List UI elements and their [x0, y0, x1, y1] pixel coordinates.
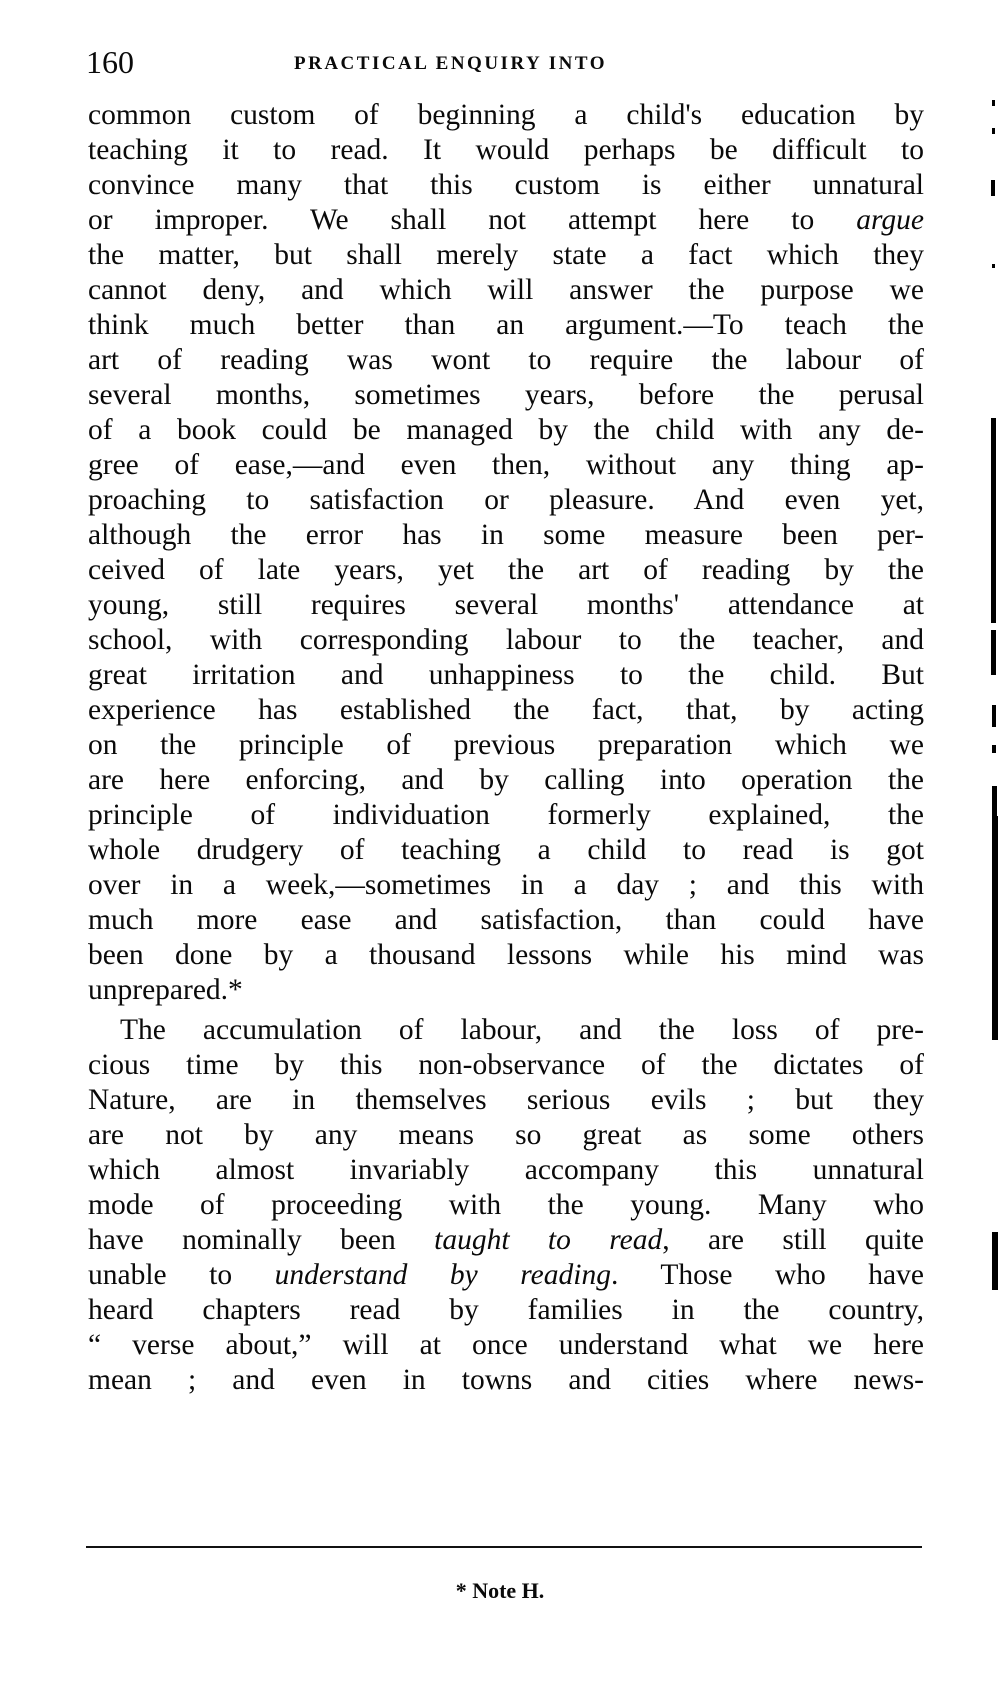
text-line: whole drudgery of teaching a child to read is got	[88, 834, 924, 866]
text-line: school, with corresponding labour to the teacher, and	[88, 624, 924, 656]
text-line: unprepared.*	[88, 974, 243, 1006]
text-line: Nature, are in themselves serious evils ; but they	[88, 1084, 924, 1116]
text-line: young, still requires several months' attendance at	[88, 589, 924, 621]
running-head	[86, 42, 906, 82]
page-edge-mark	[991, 180, 995, 196]
footnote-rule	[86, 1546, 922, 1548]
text-line: which almost invariably accompany this unnatural	[88, 1154, 924, 1186]
text-line: of a book could be managed by the child with any de-	[88, 414, 924, 446]
page-edge-mark	[992, 1232, 998, 1290]
text-line: “ verse about,” will at once understand what we here	[88, 1329, 924, 1361]
text-line: great irritation and unhappiness to the child. But	[88, 659, 924, 691]
text-line: The accumulation of labour, and the loss of pre-	[120, 1014, 924, 1046]
page-edge-mark	[992, 264, 995, 268]
text-line: the matter, but shall merely state a fact which they	[88, 239, 924, 271]
page-edge-mark	[992, 816, 998, 1040]
footnote: * Note H.	[455, 1578, 545, 1603]
text-span: , are still quite	[662, 1224, 924, 1256]
text-line: cious time by this non-observance of the dictates of	[88, 1049, 924, 1081]
text-line: several months, sometimes years, before the perusal	[88, 379, 924, 411]
running-head-title: PRACTICAL ENQUIRY INTO	[294, 53, 607, 74]
page-edge-mark	[992, 786, 997, 816]
text-line: principle of individuation formerly explained, the	[88, 799, 924, 831]
paragraph-2	[88, 1013, 924, 1398]
page-edge-mark	[992, 705, 996, 727]
body-text	[88, 98, 924, 1398]
page-edge-mark	[992, 100, 995, 106]
text-line: ceived of late years, yet the art of reading by the	[88, 554, 924, 586]
italic-phrase: taught to read	[434, 1224, 663, 1256]
text-line: proaching to satisfaction or pleasure. And even yet,	[88, 484, 924, 516]
page-edge-mark	[992, 745, 996, 753]
page-number: 160	[86, 44, 134, 80]
italic-word: argue	[856, 204, 924, 236]
text-line: mode of proceeding with the young. Many who	[88, 1189, 924, 1221]
text-line: art of reading was wont to require the labour of	[88, 344, 924, 376]
text-line: convince many that this custom is either unnatural	[88, 169, 924, 201]
italic-phrase: understand by reading	[274, 1259, 611, 1291]
text-line: on the principle of previous preparation which we	[88, 729, 924, 761]
text-line: gree of ease,—and even then, without any thing ap-	[88, 449, 924, 481]
text-line: teaching it to read. It would perhaps be difficult to	[88, 134, 924, 166]
text-span: . Those who have	[610, 1259, 924, 1291]
paragraph-1	[88, 98, 924, 1008]
text-line: been done by a thousand lessons while his mind was	[88, 939, 924, 971]
text-line	[88, 1258, 924, 1293]
text-line: much more ease and satisfaction, than could have	[88, 904, 924, 936]
page-edge-mark	[991, 630, 996, 675]
text-line: over in a week,—sometimes in a day ; and this with	[88, 869, 924, 901]
text-line: are not by any means so great as some others	[88, 1119, 924, 1151]
page-edge-mark	[991, 418, 996, 623]
text-line: although the error has in some measure been per-	[88, 519, 924, 551]
text-line	[88, 1223, 924, 1258]
text-line: mean ; and even in towns and cities where news-	[88, 1364, 924, 1396]
text-line: common custom of beginning a child's education by	[88, 99, 924, 131]
text-line: heard chapters read by families in the country,	[88, 1294, 924, 1326]
text-line: think much better than an argument.—To teach the	[88, 309, 924, 341]
text-span: or improper. We shall not attempt here to	[88, 204, 857, 236]
text-span: unable to	[88, 1259, 275, 1291]
text-line	[88, 203, 924, 238]
text-line: cannot deny, and which will answer the purpose we	[88, 274, 924, 306]
text-line: are here enforcing, and by calling into operation the	[88, 764, 924, 796]
text-line: experience has established the fact, that, by acting	[88, 694, 924, 726]
page-edge-mark	[992, 128, 995, 134]
text-span: have nominally been	[88, 1224, 435, 1256]
